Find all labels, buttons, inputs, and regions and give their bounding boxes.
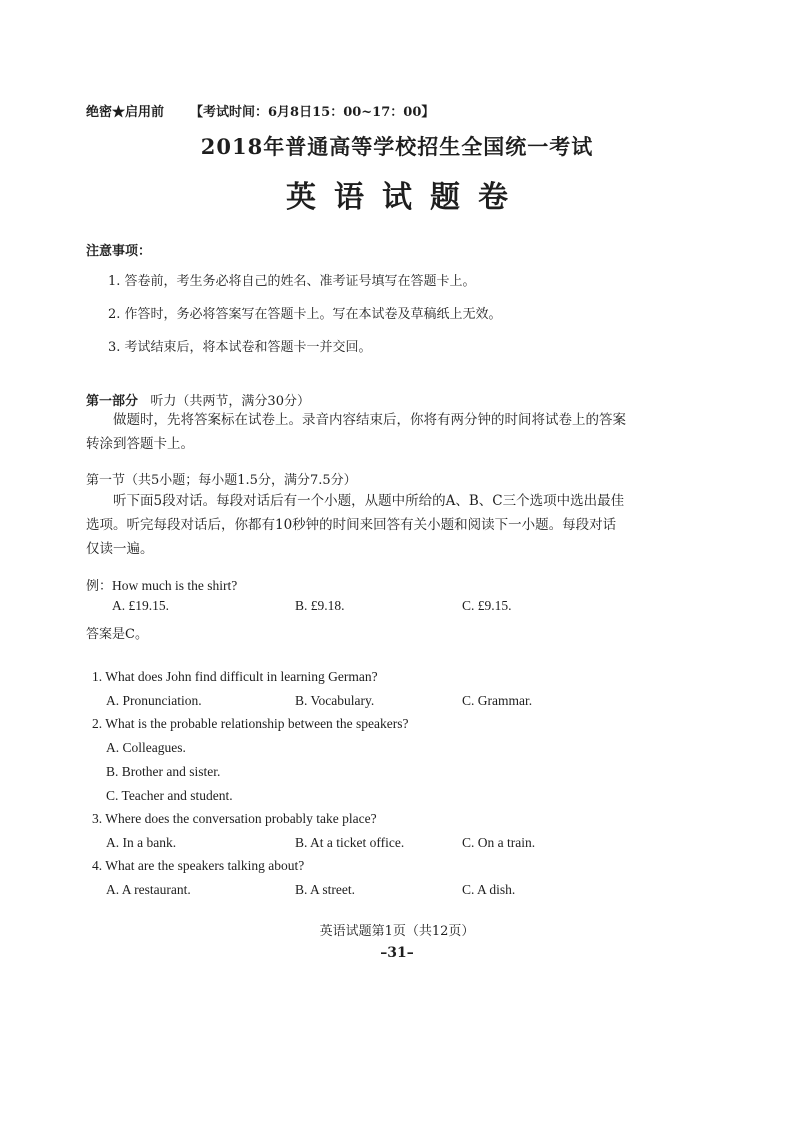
notes-heading: 注意事项：	[86, 244, 152, 259]
page-number: –31–	[380, 945, 414, 961]
section1-title: 第一节（共5小题；每小题1.5分，满分7.5分）	[86, 473, 357, 488]
part1-subtitle: 听力（共两节，满分30分）	[150, 394, 310, 409]
paper-title: 英语试题卷	[286, 180, 526, 215]
example-answer: 答案是C。	[86, 627, 148, 642]
header-line	[86, 101, 434, 120]
option-a: A. Pronunciation.	[106, 693, 202, 708]
example-question	[86, 575, 237, 594]
option-c: C. Teacher and student.	[106, 788, 233, 803]
option-a: A. Colleagues.	[106, 740, 186, 755]
option-b: B. Brother and sister.	[106, 764, 221, 779]
part1-title: 第一部分	[86, 394, 139, 409]
page-footer: 英语试题第1页（共12页）	[319, 924, 475, 939]
question-text: 1. What does John find difficult in learning German?	[92, 669, 378, 684]
question-text: 3. Where does the conversation probably take place?	[92, 811, 377, 826]
part1-heading	[86, 390, 310, 409]
option-c: C. Grammar.	[462, 693, 533, 708]
exam-time: 【考试时间：6月8日15：00~17：00】	[190, 105, 435, 120]
part1-instruction: 做题时，先将答案标在试卷上。录音内容结束后，你将有两分钟的时间将试卷上的答案转涂到答题卡上。	[86, 412, 626, 452]
example-option-a: A. £19.15.	[112, 598, 169, 613]
section1-instruction: 听下面5段对话。每段对话后有一个小题，从题中所给的A、B、C三个选项中选出最佳选项。听完每段对话后，你都有10秒钟的时间来回答有关小题和阅读下一小题。每段对话仅读一遍。	[86, 493, 625, 557]
option-c: C. A dish.	[462, 882, 516, 897]
option-b: B. At a ticket office.	[295, 835, 405, 850]
option-b: B. Vocabulary.	[295, 693, 375, 708]
exam-title: 2018年普通高等学校招生全国统一考试	[200, 134, 594, 159]
example-option-b: B. £9.18.	[295, 598, 345, 613]
confidential-mark: 绝密★启用前	[86, 105, 165, 120]
example-question-text: How much is the shirt?	[112, 578, 238, 593]
question-text: 2. What is the probable relationship between the speakers?	[92, 716, 409, 731]
note-item: 1. 答卷前，考生务必将自己的姓名、准考证号填写在答题卡上。	[108, 274, 476, 289]
option-a: A. In a bank.	[106, 835, 177, 850]
option-a: A. A restaurant.	[106, 882, 191, 897]
example-option-c: C. £9.15.	[462, 598, 512, 613]
example-label: 例：	[86, 579, 113, 594]
option-b: B. A street.	[295, 882, 355, 897]
question-text: 4. What are the speakers talking about?	[92, 858, 305, 873]
note-item: 3. 考试结束后，将本试卷和答题卡一并交回。	[108, 340, 372, 355]
note-item: 2. 作答时，务必将答案写在答题卡上。写在本试卷及草稿纸上无效。	[108, 307, 502, 322]
option-c: C. On a train.	[462, 835, 536, 850]
